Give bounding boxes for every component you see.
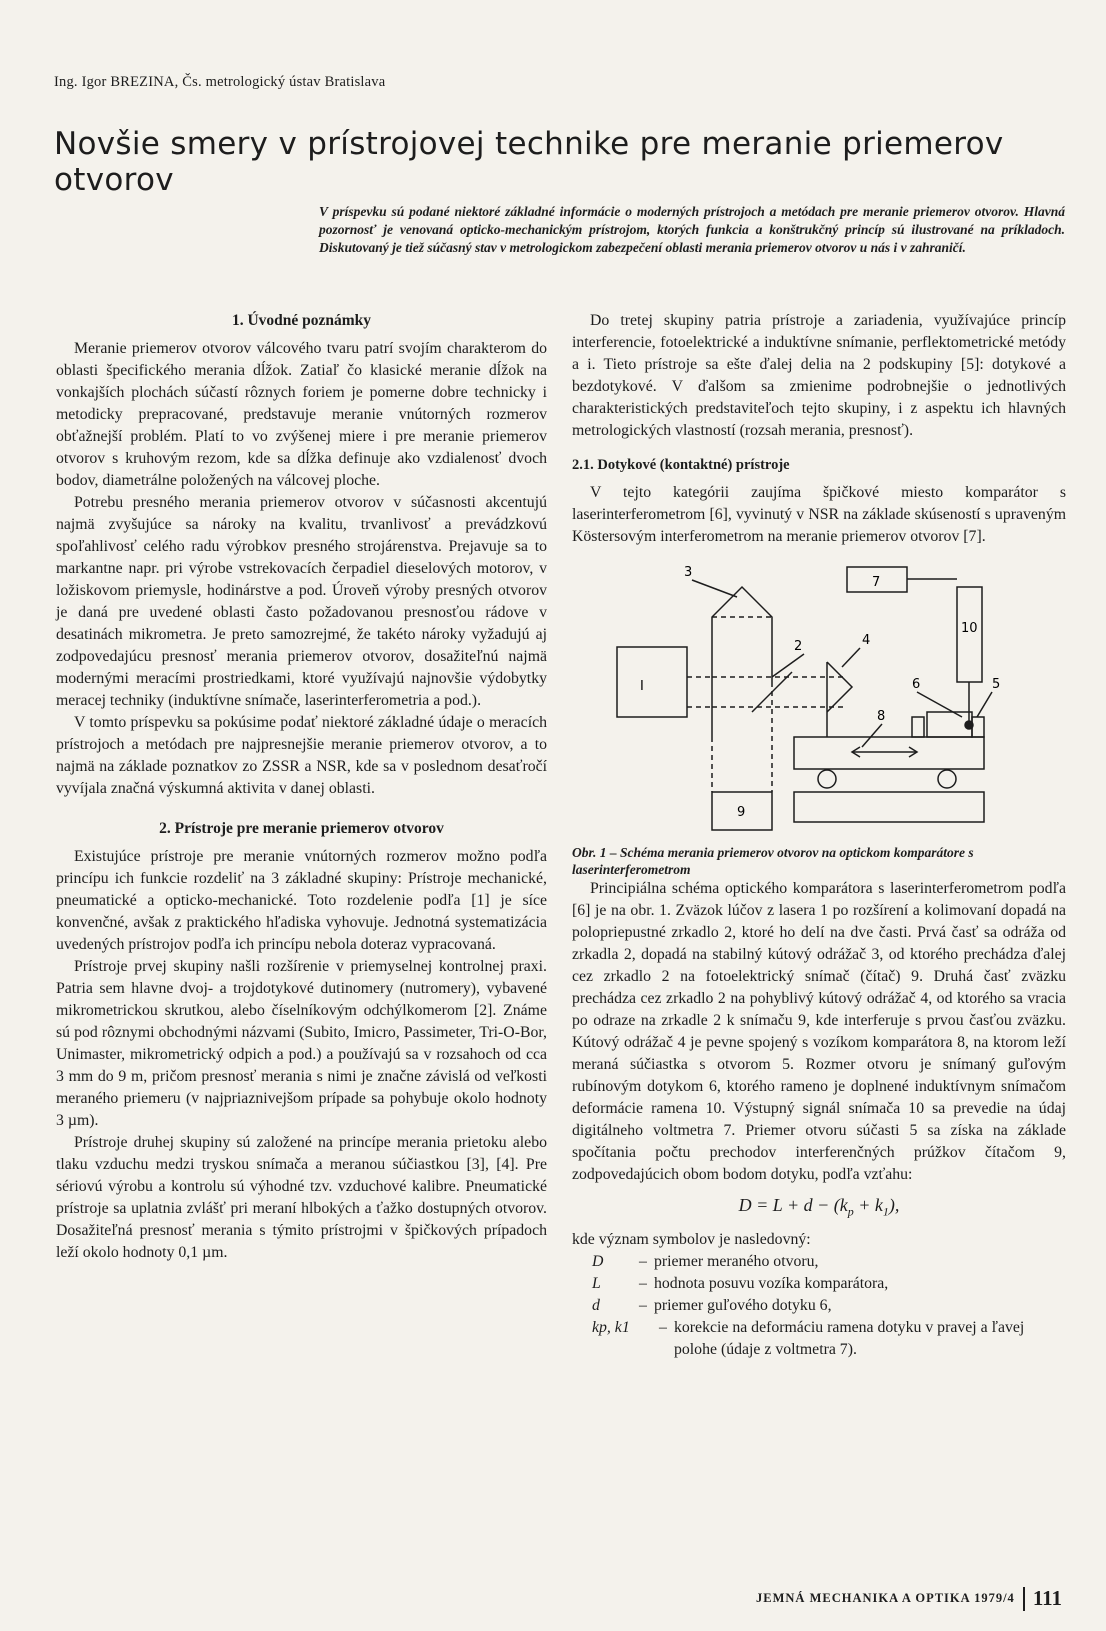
right-column xyxy=(572,310,1066,1361)
section-2-heading: 2. Prístroje pre meranie priemerov otvorov xyxy=(159,820,444,837)
subsection-heading: 2.1. Dotykové (kontaktné) prístroje xyxy=(572,457,790,473)
label-carriage-8: 8 xyxy=(877,709,886,724)
paragraph: Potrebu presného merania priemerov otvorov v súčasnosti akcentujú najmä zvyšujúce sa nároky na kvalitu, trvanlivosť a prevádzkovú spoľahlivosť celého radu výrobkov presného strojárenstva. Prejavuje sa to markantne napr. pri výrobe vstrekovacích čerpadiel dieselových motorov, v ložiskovom priemysle, hodinárstve a pod. Úroveň výroby presných otvorov je daná pre uvedené oblasti často požadovanou presnosťou rádove v desatinách mikrometra. Je preto samozrejmé, že takéto nároky vyžadujú aj zodpovedajúcu presnosť merania priemerov otvorov, dosažiteľnú najmä modernými meracími prostriedkami, ktoré využívajú najnovšie výdobytky meracej techniky (induktívne snímače, laserinterferometria a pod.). xyxy=(56,494,547,709)
label-reflector-4: 4 xyxy=(862,633,871,648)
section-1-heading: 1. Úvodné poznámky xyxy=(231,312,372,329)
paragraph: V tejto kategórii zaujíma špičkové miesto komparátor s laserinterferometrom [6], vyvinutý v NSR na základe skúseností s upraveným Köstersovým interferometrom na meranie priemerov otvorov [7]. xyxy=(572,484,1066,545)
abstract: V príspevku sú podané niektoré základné informácie o moderných prístrojoch a metódach pre meranie priemerov otvorov. Hlavná pozornosť je venovaná opticko-mechanickým prístrojom, ktorých funkcia a konštrukčný princíp sú ilustrované na príkladoch. Diskutovaný je tiež súčasný stav v metrologickom zabezpečení oblasti merania priemerov otvorov u nás i v zahraničí. xyxy=(319,204,1065,255)
list-item: d – priemer guľového dotyku 6, xyxy=(592,1296,832,1314)
paragraph: Prístroje prvej skupiny našli rozšírenie v priemyselnej kontrolnej praxi. Patria sem hlavne dvoj- a trojdotykové dutinomery (nutromery), vybavené mikrometrickou skrutkou, alebo číselníkovým odchýlkomerom [2]. Známe sú pod rôznymi obchodnými názvami (Subito, Imicro, Passimeter, Tri-O-Bor, Unimaster, mikrometrický odpich a pod.) a používajú sa v rozsahoch od cca 3 mm do 9 m, pričom presnosť merania s nimi je značne závislá od veľkosti meraného priemeru (v najpriaznivejšom prípade sa pohybuje okolo hodnoty 3 µm). xyxy=(56,958,547,1129)
paragraph: Prístroje druhej skupiny sú založené na princípe merania prietoku alebo tlaku vzduchu medzi tryskou snímača a meranou súčiastkou [3], [4]. Pre sériovú výrobu a kontrolu sú výhodné tzv. vzduchové kalibre. Pneumatické prístroje sa uplatnia zvlášť pri meraní hlbokých a ťažko dostupných otvorov. Dosažiteľná presnosť merania s týmito prístrojmi v špičkových prípadoch leží okolo hodnoty 0,1 µm. xyxy=(56,1134,547,1261)
list-item: kp, k1 – korekcie na deformáciu ramena dotyku v pravej a ľavej polohe (údaje z voltmetra 7). xyxy=(592,1318,1025,1358)
paragraph: Meranie priemerov otvorov válcového tvaru patrí svojím charakterom do oblasti špecifického merania dĺžok. Zatiaľ čo klasické meranie dĺžok na vonkajších plochách súčastí rôznych foriem je pomerne dobre technicky i metodicky prepracované, predstavuje meranie vnútorných rozmerov obťažnejší problém. Platí to vo zvýšenej miere i pre meranie priemerov otvorov s kruhovým rezom, kde sa dĺžka definuje ako vzdialenosť dvoch bodov, diametrálne položených na válcovej ploche. xyxy=(56,340,547,489)
laser-box xyxy=(617,647,687,717)
footer-divider xyxy=(1023,1587,1025,1611)
symbols-intro: kde význam symbolov je nasledovný: xyxy=(572,1230,811,1248)
journal-name: JEMNÁ MECHANIKA A OPTIKA 1979/4 xyxy=(756,1591,1015,1605)
formula: $D = L + d - (k_p + k_1)$, xyxy=(738,1195,900,1219)
label-voltmeter-7: 7 xyxy=(872,575,881,590)
label-workpiece-5: 5 xyxy=(992,677,1001,692)
comparator-diagram xyxy=(572,562,1066,842)
paragraph: V tomto príspevku sa pokúsime podať niektoré základné údaje o meracích prístrojoch a metódach pre najpresnejšie meranie priemerov otvorov, a to najmä na základe poznatkov zo ZSSR a NSR, kde sa v poslednom desaťročí vyvíjala značná výskumná aktivita v danej oblasti. xyxy=(56,714,547,797)
left-column xyxy=(56,310,547,1264)
paragraph: Existujúce prístroje pre meranie vnútorných rozmerov možno podľa princípu ich funkcie rozdeliť na 3 základné skupiny: Prístroje mechanické, pneumatické a opticko-mechanické. Toto rozdelenie podľa [1] je síce konvenčné, avšak z praktického hľadiska vyhovuje. Jednotná systematizácia uvedených prístrojov podľa ich princípu nebola doteraz vypracovaná. xyxy=(56,848,547,953)
label-reflector-3: 3 xyxy=(684,565,693,580)
base xyxy=(794,792,984,822)
label-detector-9: 9 xyxy=(737,805,746,820)
list-item: D – priemer meraného otvoru, xyxy=(592,1252,819,1270)
author-line: Ing. Igor BREZINA, Čs. metrologický ústav Bratislava xyxy=(54,74,386,90)
paragraph: Do tretej skupiny patria prístroje a zariadenia, využívajúce princíp interferencie, fotoelektrické a induktívne snímanie, perflektometrické metódy a i. Tieto prístroje sa ešte ďalej delia na 2 podskupiny [5]: dotykové a bezdotykové. V ďalšom sa zmienime podrobnejšie o jednotlivých charakteristických predstaviteľoch tejto skupiny, i z aspektu ich hlavných metrologických vlastností (rozsah merania, presnosť). xyxy=(572,312,1066,439)
page-footer xyxy=(756,1586,1062,1611)
page-number: 111 xyxy=(1032,1586,1062,1610)
label-laser: I xyxy=(640,679,644,694)
label-mirror-2: 2 xyxy=(794,639,803,654)
figure-caption: Obr. 1 – Schéma merania priemerov otvorov na optickom komparátore s laserinterferometrom xyxy=(572,845,974,877)
label-sensor-10: 10 xyxy=(961,621,978,636)
list-item: L – hodnota posuvu vozíka komparátora, xyxy=(592,1274,889,1292)
figure-1 xyxy=(572,562,1066,878)
label-probe-6: 6 xyxy=(912,677,921,692)
paragraph: Principiálna schéma optického komparátora s laserinterferometrom podľa [6] je na obr. 1. Zväzok lúčov z lasera 1 po rozšírení a kolimovaní dopadá na polopriepustné zrkadlo 2, ktoré ho delí na dve časti. Prvá časť sa odráža od zrkadla 2, dopadá na stabilný kútový odrážač 3, od ktorého prechádza ďalej cez zrkadlo 2 na fotoelektrický snímač (čítač) 9. Druhá časť zväzku prechádza cez zrkadlo 2 na pohyblivý kútový odrážač 4, od ktorého sa vracia po odraze na zrkadle 2 k snímaču 9, kde interferuje s prvou časťou zväzku. Kútový odrážač 4 je pevne spojený s vozíkom komparátora 8, na ktorom leží meraná súčiastka s otvorom 5. Rozmer otvoru je snímaný guľovým rubínovým dotykom 6, ktorého rameno je doplnené induktívnym snímačom deformácie ramena 10. Výstupný signál snímača 10 sa prevedie na údaj digitálneho voltmetra 7. Priemer otvoru súčasti 5 sa získa na základe spočítania počtu prechodov interferenčných prúžkov čítačom 9, zodpovedajúcich obom bodom dotyku, podľa vzťahu: xyxy=(572,880,1066,1183)
symbol-list xyxy=(572,1251,1066,1361)
carriage xyxy=(794,737,984,769)
article-title: Novšie smery v prístrojovej technike pre meranie priemerov otvorov xyxy=(54,126,1004,198)
